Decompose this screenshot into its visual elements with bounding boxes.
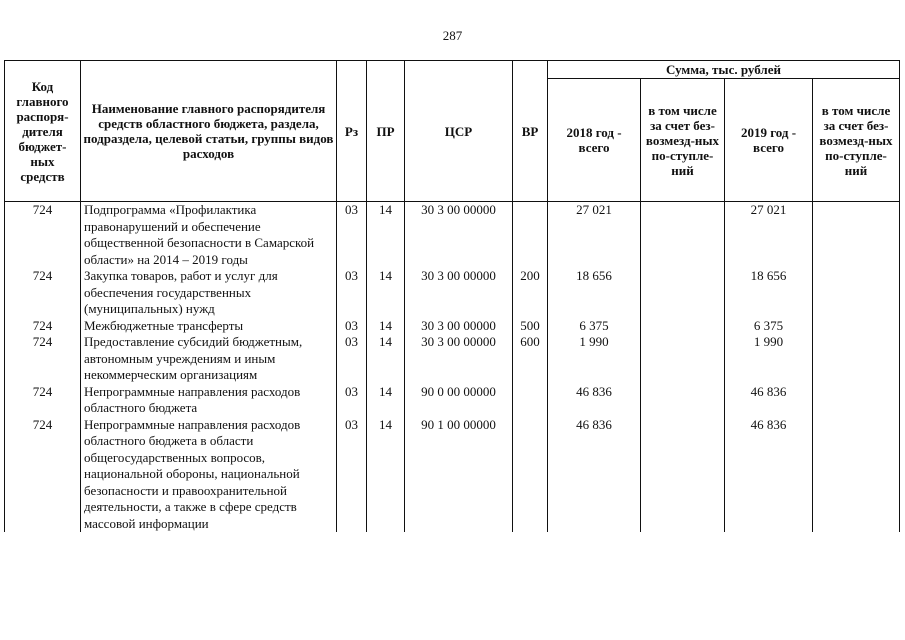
cell-name: Межбюджетные трансферты [81, 318, 337, 335]
cell-pr: 14 [367, 202, 405, 269]
cell-vr: 200 [513, 268, 548, 318]
table-row [5, 384, 900, 417]
cell-2019-grants [813, 268, 900, 318]
cell-2019-grants [813, 384, 900, 417]
cell-2018-total: 27 021 [548, 202, 641, 269]
cell-csr: 30 3 00 00000 [405, 202, 513, 269]
page-number: 287 [442, 28, 463, 43]
cell-name: Подпрограмма «Профилактика правонарушений и обеспечение общественной безопасности в Самарской области» на 2014 – 2019 годы [81, 202, 337, 269]
cell-2018-total: 46 836 [548, 417, 641, 533]
table-header [5, 61, 900, 202]
header-csr: ЦСР [405, 61, 513, 202]
cell-2019-grants [813, 417, 900, 533]
header-2019-grants: в том числе за счет без-возмезд-ных по-ступле-ний [813, 79, 900, 202]
cell-code: 724 [5, 384, 81, 417]
cell-pr: 14 [367, 318, 405, 335]
table-row [5, 318, 900, 335]
header-code: Код главного распоря-дителя бюджет-ных средств [5, 61, 81, 202]
cell-2018-grants [641, 202, 725, 269]
table-row [5, 334, 900, 384]
table-row [5, 268, 900, 318]
header-vr: ВР [513, 61, 548, 202]
cell-rz: 03 [337, 334, 367, 384]
cell-2019-total: 46 836 [725, 417, 813, 533]
cell-csr: 30 3 00 00000 [405, 318, 513, 335]
cell-2018-total: 18 656 [548, 268, 641, 318]
cell-2018-grants [641, 318, 725, 335]
cell-2019-grants [813, 318, 900, 335]
cell-2019-total: 6 375 [725, 318, 813, 335]
cell-2019-grants [813, 202, 900, 269]
cell-2018-total: 6 375 [548, 318, 641, 335]
cell-name: Предоставление субсидий бюджетным, автономным учреждениям и иным некоммерческим организациям [81, 334, 337, 384]
cell-rz: 03 [337, 318, 367, 335]
cell-2018-grants [641, 384, 725, 417]
cell-name: Непрограммные направления расходов областного бюджета [81, 384, 337, 417]
cell-vr [513, 417, 548, 533]
cell-2018-grants [641, 268, 725, 318]
cell-code: 724 [5, 318, 81, 335]
cell-pr: 14 [367, 268, 405, 318]
cell-code: 724 [5, 334, 81, 384]
cell-csr: 30 3 00 00000 [405, 334, 513, 384]
cell-vr [513, 202, 548, 269]
header-2019-total: 2019 год - всего [725, 79, 813, 202]
cell-pr: 14 [367, 417, 405, 533]
cell-2019-total: 18 656 [725, 268, 813, 318]
budget-table [4, 60, 900, 532]
cell-csr: 90 0 00 00000 [405, 384, 513, 417]
cell-rz: 03 [337, 268, 367, 318]
cell-rz: 03 [337, 384, 367, 417]
cell-code: 724 [5, 202, 81, 269]
header-pr: ПР [367, 61, 405, 202]
header-rz: Рз [337, 61, 367, 202]
cell-pr: 14 [367, 384, 405, 417]
cell-code: 724 [5, 417, 81, 533]
cell-2018-grants [641, 334, 725, 384]
table-row [5, 202, 900, 269]
cell-vr: 600 [513, 334, 548, 384]
cell-2018-total: 1 990 [548, 334, 641, 384]
cell-rz: 03 [337, 417, 367, 533]
cell-name: Закупка товаров, работ и услуг для обеспечения государственных (муниципальных) нужд [81, 268, 337, 318]
cell-csr: 30 3 00 00000 [405, 268, 513, 318]
header-2018-total: 2018 год - всего [548, 79, 641, 202]
cell-2018-grants [641, 417, 725, 533]
header-2018-grants: в том числе за счет без-возмезд-ных по-ступле-ний [641, 79, 725, 202]
header-sum: Сумма, тыс. рублей [548, 61, 900, 79]
cell-2019-grants [813, 334, 900, 384]
table-row [5, 417, 900, 533]
cell-2019-total: 1 990 [725, 334, 813, 384]
cell-2019-total: 46 836 [725, 384, 813, 417]
cell-name: Непрограммные направления расходов областного бюджета в области общегосударственных вопросов, национальной обороны, национальной безопасности и правоохранительной деятельности, а также в сфере средств массовой информации [81, 417, 337, 533]
cell-2018-total: 46 836 [548, 384, 641, 417]
cell-code: 724 [5, 268, 81, 318]
cell-csr: 90 1 00 00000 [405, 417, 513, 533]
cell-2019-total: 27 021 [725, 202, 813, 269]
cell-pr: 14 [367, 334, 405, 384]
header-name: Наименование главного распорядителя средств областного бюджета, раздела, подраздела, целевой статьи, группы видов расходов [81, 61, 337, 202]
cell-vr [513, 384, 548, 417]
cell-vr: 500 [513, 318, 548, 335]
cell-rz: 03 [337, 202, 367, 269]
